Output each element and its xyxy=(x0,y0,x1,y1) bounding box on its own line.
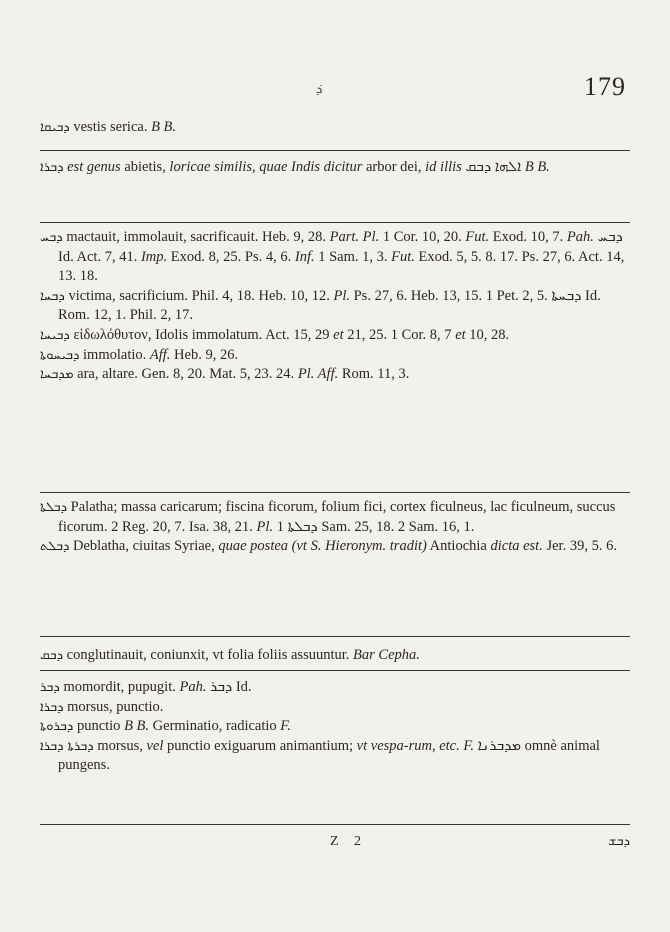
syriac-headword: ܕܒܪܐ xyxy=(40,160,64,175)
header-letter: ܕ݁ xyxy=(316,82,323,97)
syriac-headword: ܕܒܪܐ xyxy=(40,699,64,715)
section-rule xyxy=(40,670,630,671)
section-rule xyxy=(40,492,630,493)
entry-block-2 xyxy=(40,158,630,178)
dictionary-entry xyxy=(40,346,630,366)
dictionary-entry xyxy=(40,646,630,666)
entry-dbyqa xyxy=(40,118,630,138)
page-number: 179 xyxy=(584,72,626,101)
entry-text: momordit, pupugit. Pah. ܕܒܪ Id. xyxy=(59,679,252,695)
entry-text: conglutinauit, coniunxit, vt folia foliis assuuntur. Bar Cepha. xyxy=(63,647,420,663)
entry-text: ara, altare. Gen. 8, 20. Mat. 5, 23. 24. Pl. Aff. Rom. 11, 3. xyxy=(73,366,410,383)
syriac-headword: ܡܕܒܚܐ xyxy=(40,367,74,383)
section-rule xyxy=(40,636,630,637)
entry-block-1 xyxy=(40,118,630,138)
entry-text: immolatio. Aff. Heb. 9, 26. xyxy=(79,346,239,363)
syriac-headword: ܕܒܚܐ xyxy=(40,288,65,304)
syriac-headword: ܕܒܝܩܐ xyxy=(40,120,70,135)
dictionary-entry xyxy=(40,717,630,737)
entry-text: punctio B B. Germinatio, radicatio F. xyxy=(73,718,291,735)
syriac-headword: ܕܒܩ xyxy=(40,648,64,663)
dictionary-entry xyxy=(40,365,630,385)
entry-text: est genus abietis, loricae similis, quae Indis dicitur arbor dei, id illis ܐܠܗܐ ܕܒܩ B B. xyxy=(67,159,550,175)
syriac-headword: ܕܒܠܬܐ xyxy=(40,500,68,515)
catchword: ܕܒܫ xyxy=(608,834,630,849)
syriac-headword: ܕܒܪ xyxy=(40,680,60,695)
dictionary-entry xyxy=(40,678,630,698)
syriac-headword: ܕܒܪܬܐ ܕܒܪܐ xyxy=(40,738,94,754)
dictionary-entry xyxy=(40,228,630,287)
dictionary-entry xyxy=(40,737,630,776)
entry-text: morsus, punctio. xyxy=(63,698,164,715)
section-rule xyxy=(40,150,630,151)
dictionary-entry xyxy=(40,698,630,718)
syriac-headword: ܕܒܝܚܐ xyxy=(40,327,70,343)
entry-abbr: B B. xyxy=(151,119,177,135)
section-rule xyxy=(40,222,630,223)
dictionary-entry xyxy=(40,287,630,326)
entry-text: Deblatha, ciuitas Syriae, quae postea (vt S. Hieronym. tradit) Antiochia dicta est. Jer. 39, 5. 6. xyxy=(69,538,617,555)
dictionary-entry xyxy=(40,537,630,557)
entry-block-5 xyxy=(40,646,630,666)
entry-block-6 xyxy=(40,678,630,776)
entry-text: Palatha; massa caricarum; fiscina ficorum, folium fici, cortex ficulneus, lac ficulneum, succus ficorum. 2 Reg. 20, 7. Isa. 38, 21. Pl. ܕܒܠܬܐ 1 Sam. 25, 18. 2 Sam. 16, 1. xyxy=(58,499,616,535)
page-header xyxy=(0,72,670,108)
syriac-headword: ܕܒܠܬ xyxy=(40,539,70,555)
entry-text: mactauit, immolauit, sacrificauit. Heb. 9, 28. Part. Pl. 1 Cor. 10, 20. Fut. Exod. 10, 7. Pah. ܕܒܚ Id. Act. 7, 41. Imp. Exod. 8, 25. Ps. 4, 6. Inf. 1 Sam. 1, 3. Fut. Exod. 5, 5. 8. 17. Ps. 27, 6. Act. 14, 13. 18. xyxy=(58,229,625,285)
entry-text: vestis serica. xyxy=(69,119,152,135)
entry-block-3 xyxy=(40,228,630,385)
section-rule xyxy=(40,824,630,825)
dictionary-entry xyxy=(40,326,630,346)
entry-text: εἰδωλόθυτον, Idolis immolatum. Act. 15, 29 et 21, 25. 1 Cor. 8, 7 et 10, 28. xyxy=(69,326,510,343)
signature-mark: Z 2 xyxy=(330,834,368,849)
dictionary-entry xyxy=(40,158,630,178)
syriac-headword: ܕܒܝܚܘܬܐ xyxy=(40,347,80,363)
entry-text: morsus, vel punctio exiguarum animantium; vt vespa-rum, etc. F. ܡܕܒܪܢܐ omnè animal pungens. xyxy=(58,737,600,774)
entry-block-4 xyxy=(40,498,630,557)
syriac-headword: ܕܒܚ xyxy=(40,230,63,245)
dictionary-entry xyxy=(40,498,630,537)
entry-text: victima, sacrificium. Phil. 4, 18. Heb. 10, 12. Pl. Ps. 27, 6. Heb. 13, 15. 1 Pet. 2, 5. ܕܒܚܬܐ Id. Rom. 12, 1. Phil. 2, 17. xyxy=(58,287,601,324)
syriac-headword: ܕܒܪܘܬܐ xyxy=(40,719,74,735)
